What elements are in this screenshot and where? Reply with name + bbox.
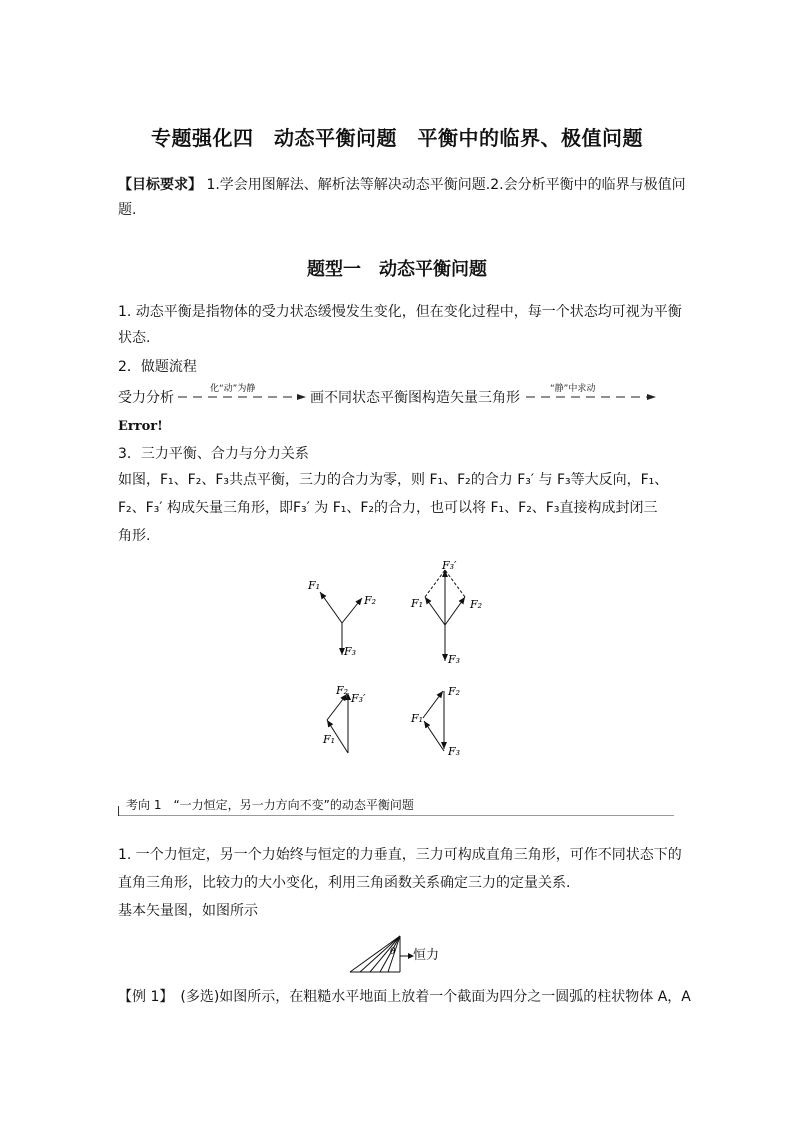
label-f3: F₃ [344, 645, 357, 658]
page-title: 专题强化四 动态平衡问题 平衡中的临界、极值问题 [151, 126, 643, 150]
label-f1: F₁ [308, 579, 321, 592]
topic-heading: 考向 1 “一力恒定，另一力方向不变”的动态平衡问题 [126, 798, 414, 812]
diagram-triangle-f3-prime [322, 684, 366, 753]
label-f2: F₂ [364, 594, 377, 607]
label-f2: F₂ [336, 684, 349, 697]
label-f3-prime: F₃′ [442, 559, 457, 572]
para6: 基本矢量图，如图所示 [118, 903, 258, 919]
flow-step-2: 画不同状态平衡图构造矢量三角形 [310, 390, 520, 406]
goal-line-2: 题. [118, 202, 137, 218]
goal-label: 【目标要求】 [118, 177, 202, 193]
para2: 2．做题流程 [118, 359, 197, 375]
goal-line-1 [118, 175, 686, 195]
diagram-parallelogram [410, 559, 482, 666]
label-f3-prime: F₃′ [351, 692, 366, 705]
para3: 3．三力平衡、合力与分力关系 [118, 446, 309, 462]
theta-label: θ [390, 947, 396, 957]
example-1: 【例 1】 (多选)如图所示，在粗糙水平地面上放着一个截面为四分之一圆弧的柱状物体 A，A [118, 989, 691, 1005]
flow-arrow-1 [178, 390, 306, 404]
label-f1: F₁ [411, 597, 424, 610]
para5-line1: 1. 一个力恒定，另一个力始终与恒定的力垂直，三力可构成直角三角形，可作不同状态下的 [118, 847, 682, 863]
force-diagrams [290, 555, 510, 770]
label-f2: F₂ [448, 685, 461, 698]
label-f3: F₃ [448, 653, 461, 666]
topic-heading-box [118, 794, 674, 816]
flow-step-1: 受力分析 [118, 390, 174, 406]
label-f1: F₁ [323, 733, 336, 746]
flow-arrow1-label: 化“动”为静 [210, 384, 256, 394]
error-text: Error! [118, 419, 163, 434]
flow-arrow2-label: “静”中求动 [550, 384, 596, 394]
diagram-concurrent-forces [307, 579, 376, 658]
para4-line1: 如图，F₁、F₂、F₃共点平衡，三力的合力为零，则 F₁、F₂的合力 F₃′ 与 F₃等大反向，F₁、 [118, 472, 669, 488]
para4-line2: F₂、F₃′ 构成矢量三角形，即F₃′ 为 F₁、F₂的合力，也可以将 F₁、F₂、F₃直接构成封闭三 [118, 500, 658, 516]
label-f2: F₂ [470, 598, 483, 611]
label-f1: F₁ [411, 712, 424, 725]
para5-line2: 直角三角形，比较力的大小变化，利用三角函数关系确定三力的定量关系. [118, 875, 571, 891]
constant-force-label: 恒力 [413, 948, 440, 963]
para4-line3: 角形. [118, 528, 151, 544]
diagram-closed-triangle [410, 685, 460, 758]
para1-line1: 1. 动态平衡是指物体的受力状态缓慢发生变化，但在变化过程中，每一个状态均可视为平衡 [118, 304, 682, 320]
label-f3: F₃ [448, 745, 461, 758]
flow-arrow-2 [526, 390, 656, 404]
goal-text-1: 1.学会用图解法、解析法等解决动态平衡问题.2.会分析平衡中的临界与极值问 [206, 177, 686, 193]
section-title: 题型一 动态平衡问题 [307, 259, 487, 280]
para1-line2: 状态. [118, 330, 151, 346]
